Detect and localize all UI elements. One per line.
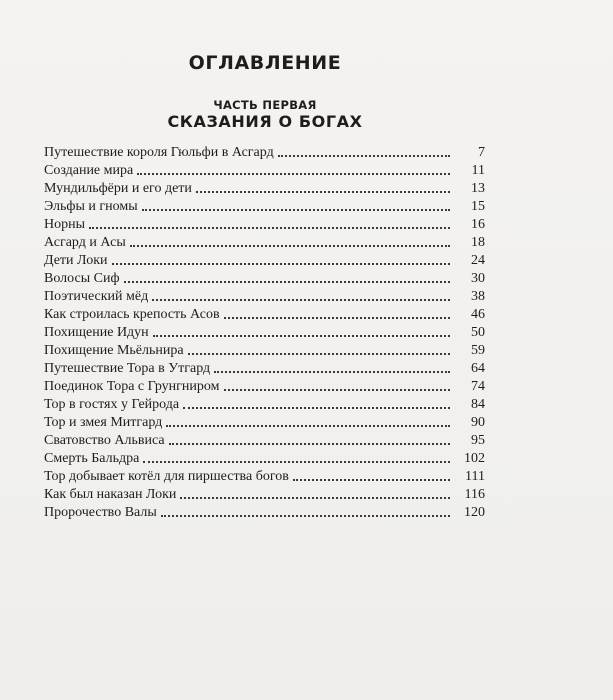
dot-leader xyxy=(183,407,450,409)
dot-leader xyxy=(224,389,451,391)
entry-page-number: 111 xyxy=(465,469,485,484)
entry-title: Сватовство Альвиса xyxy=(44,433,165,448)
entry-title: Похищение Идун xyxy=(44,325,149,340)
dot-leader xyxy=(161,515,450,517)
toc-entry xyxy=(44,179,485,197)
entry-title: Поэтический мёд xyxy=(44,289,149,304)
toc-entry xyxy=(44,215,485,233)
dot-leader xyxy=(137,173,450,175)
entry-page-number: 18 xyxy=(471,235,485,250)
dot-leader xyxy=(169,443,450,445)
entry-title: Путешествие короля Гюльфи в Асгард xyxy=(44,145,274,160)
entry-page-number: 74 xyxy=(471,379,485,394)
dot-leader xyxy=(142,209,450,211)
toc-entry xyxy=(44,305,485,323)
entry-page-number: 13 xyxy=(471,181,485,196)
entry-page-number: 38 xyxy=(471,289,485,304)
entry-title: Асгард и Асы xyxy=(44,235,126,250)
entry-title: Создание мира xyxy=(44,163,134,178)
entry-title: Волосы Сиф xyxy=(44,271,120,286)
dot-leader xyxy=(224,317,450,319)
dot-leader xyxy=(153,335,450,337)
table-of-contents xyxy=(44,143,485,521)
part-label: ЧАСТЬ ПЕРВАЯ xyxy=(213,98,317,112)
entry-page-number: 116 xyxy=(464,487,485,502)
entry-title: Дети Локи xyxy=(44,253,108,268)
entry-title: Тор добывает котёл для пиршества богов xyxy=(44,469,289,484)
entry-page-number: 95 xyxy=(471,433,485,448)
entry-page-number: 7 xyxy=(478,145,485,160)
entry-title: Тор в гостях у Гейрода xyxy=(44,397,180,412)
entry-page-number: 24 xyxy=(471,253,485,268)
entry-title: Похищение Мьёльнира xyxy=(44,343,184,358)
toc-entry xyxy=(44,143,485,161)
entry-page-number: 90 xyxy=(471,415,485,430)
toc-entry xyxy=(44,341,485,359)
entry-title: Мундильфёри и его дети xyxy=(44,181,192,196)
toc-entry xyxy=(44,413,485,431)
toc-entry xyxy=(44,323,485,341)
dot-leader xyxy=(124,281,450,283)
entry-page-number: 30 xyxy=(471,271,485,286)
entry-title: Эльфы и гномы xyxy=(44,199,138,214)
toc-entry xyxy=(44,251,485,269)
dot-leader xyxy=(166,425,450,427)
toc-entry xyxy=(44,395,485,413)
dot-leader xyxy=(89,227,450,229)
entry-page-number: 84 xyxy=(471,397,485,412)
toc-entry xyxy=(44,467,485,485)
page-title: ОГЛАВЛЕНИЕ xyxy=(188,52,342,74)
dot-leader xyxy=(214,371,450,373)
dot-leader xyxy=(130,245,450,247)
dot-leader xyxy=(196,191,450,193)
entry-page-number: 102 xyxy=(464,451,485,466)
part-title: СКАЗАНИЯ О БОГАХ xyxy=(167,112,363,131)
entry-page-number: 59 xyxy=(471,343,485,358)
toc-entry xyxy=(44,269,485,287)
toc-entry xyxy=(44,359,485,377)
dot-leader xyxy=(278,155,450,157)
toc-entry xyxy=(44,449,485,467)
dot-leader xyxy=(188,353,450,355)
toc-entry xyxy=(44,197,485,215)
toc-entry xyxy=(44,485,485,503)
dot-leader xyxy=(152,299,450,301)
entry-page-number: 16 xyxy=(471,217,485,232)
entry-page-number: 120 xyxy=(464,505,485,520)
entry-title: Как строилась крепость Асов xyxy=(44,307,220,322)
entry-title: Тор и змея Митгард xyxy=(44,415,163,430)
toc-entry xyxy=(44,287,485,305)
entry-page-number: 15 xyxy=(471,199,485,214)
toc-entry xyxy=(44,233,485,251)
dot-leader xyxy=(143,461,450,463)
entry-title: Смерть Бальдра xyxy=(44,451,140,466)
entry-title: Пророчество Валы xyxy=(44,505,157,520)
toc-entry xyxy=(44,431,485,449)
dot-leader xyxy=(180,497,450,499)
entry-title: Поединок Тора с Грунгниром xyxy=(44,379,220,394)
entry-page-number: 11 xyxy=(471,163,485,178)
entry-title: Как был наказан Локи xyxy=(44,487,177,502)
dot-leader xyxy=(112,263,451,265)
toc-entry xyxy=(44,503,485,521)
entry-title: Путешествие Тора в Утгард xyxy=(44,361,211,376)
entry-page-number: 64 xyxy=(471,361,485,376)
toc-entry xyxy=(44,161,485,179)
entry-title: Норны xyxy=(44,217,86,232)
entry-page-number: 50 xyxy=(471,325,485,340)
dot-leader xyxy=(293,479,450,481)
entry-page-number: 46 xyxy=(471,307,485,322)
toc-entry xyxy=(44,377,485,395)
